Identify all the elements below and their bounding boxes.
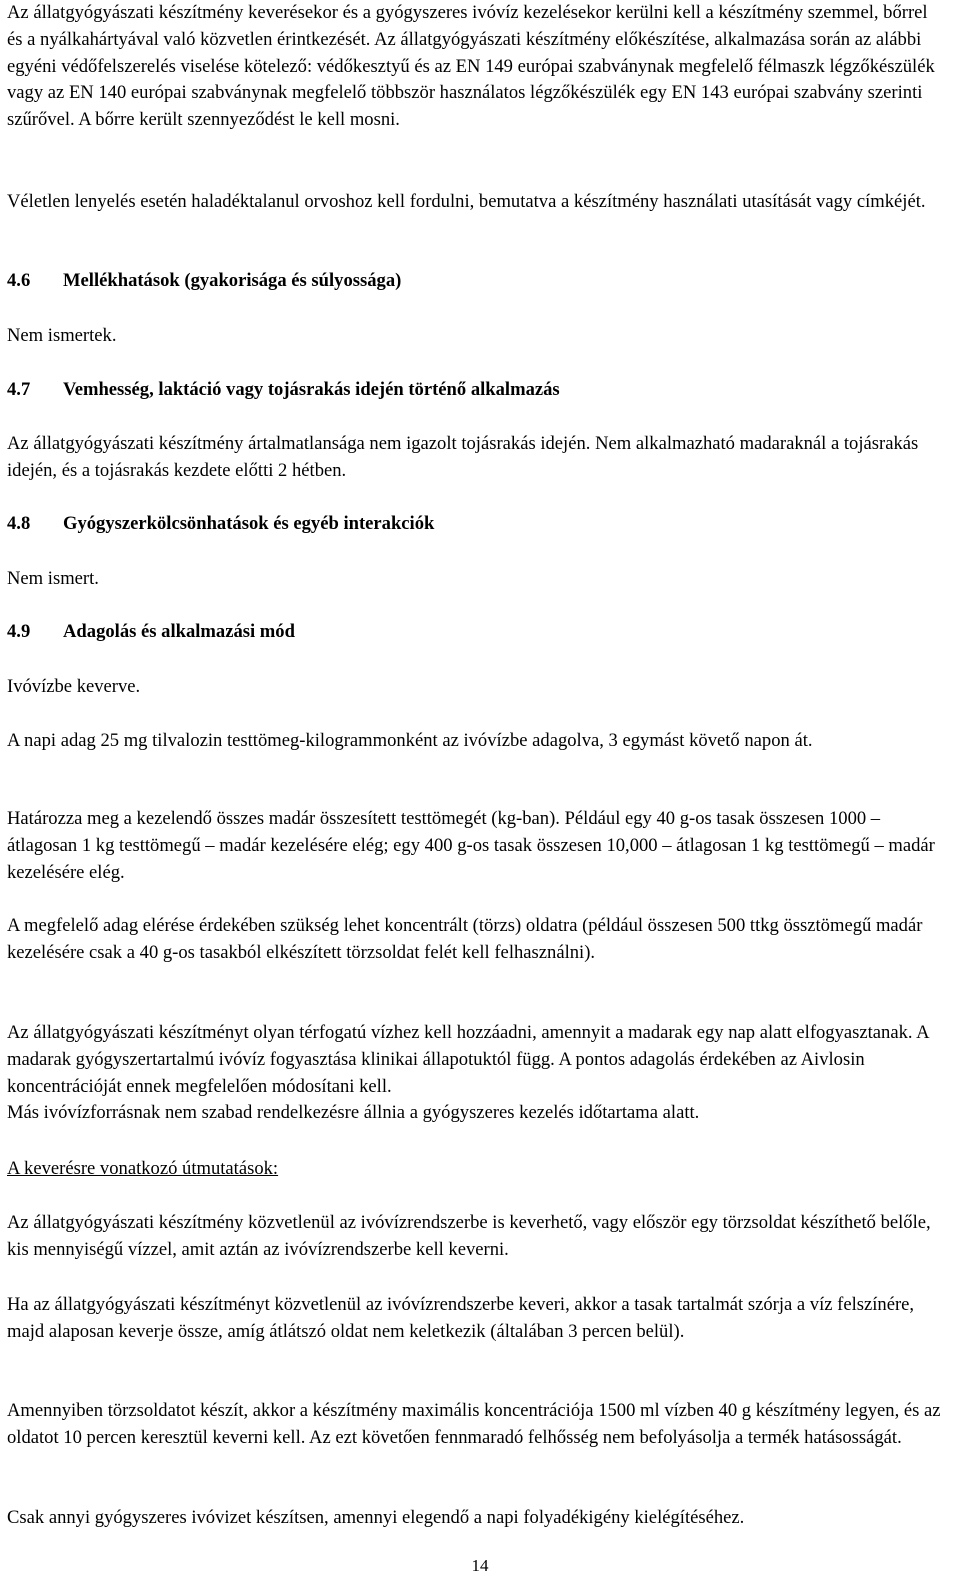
section-number: 4.9 (7, 621, 31, 642)
section-title: Adagolás és alkalmazási mód (63, 621, 295, 642)
paragraph-accidental-ingestion: Véletlen lenyelés esetén haladéktalanul orvoshoz kell fordulni, bemutatva a készítmény használati utasítását vagy címkéjét. (7, 191, 926, 212)
paragraph-interactions: Nem ismert. (7, 568, 99, 589)
page-number: 14 (471, 1556, 489, 1575)
section-heading-4-8 (7, 511, 434, 538)
section-number: 4.6 (7, 270, 31, 291)
paragraph-daily-requirement: Csak annyi gyógyszeres ivóvizet készítsen, amennyi elegendő a napi folyadékigény kielégítéséhez. (7, 1507, 745, 1528)
paragraph-stock-concentration: Amennyiben törzsoldatot készít, akkor a készítmény maximális koncentrációja 1500 ml vízben 40 g készítmény legyen, és az oldatot 10 percen keresztül keverni kell. Az ezt követően fennmaradó felhősség nem befolyásolja a termék hatásosságát. (7, 1400, 941, 1448)
section-title: Gyógyszerkölcsönhatások és egyéb interakciók (63, 513, 435, 534)
paragraph-stock-solution: A megfelelő adag elérése érdekében szükség lehet koncentrált (törzs) oldatra (például összesen 500 ttkg össztömegű madár kezelésére csak a 40 g-os tasakból elkészített törzsoldat felét kell felhasználni). (7, 915, 923, 963)
paragraph-laying-period: Az állatgyógyászati készítmény ártalmatlansága nem igazolt tojásrakás idején. Nem alkalmazható madaraknál a tojásrakás idején, és a tojásrakás kezdete előtti 2 hétben. (7, 433, 919, 481)
paragraph-other-water-sources: Más ivóvízforrásnak nem szabad rendelkezésre állnia a gyógyszeres kezelés időtartama alatt. (7, 1102, 700, 1123)
section-title: Vemhesség, laktáció vagy tojásrakás idején történő alkalmazás (63, 379, 560, 400)
section-number: 4.8 (7, 513, 31, 534)
section-heading-4-9 (7, 619, 295, 646)
paragraph-side-effects: Nem ismertek. (7, 325, 117, 346)
section-title: Mellékhatások (gyakorisága és súlyossága) (63, 270, 402, 291)
section-number: 4.7 (7, 379, 31, 400)
paragraph-bodyweight-calc: Határozza meg a kezelendő összes madár összesített testtömegét (kg-ban). Például egy 40 g-os tasak összesen 1000 – átlagosan 1 kg testtömegű – madár kezelésére elég; egy 400 g-os tasak összesen 10,000 – átlagosan 1 kg testtömegű – madár kezelésére elég. (7, 808, 935, 883)
paragraph-mixing-direct: Az állatgyógyászati készítmény közvetlenül az ivóvízrendszerbe is keverhető, vagy először egy törzsoldat készíthető belőle, kis mennyiségű vízzel, amit aztán az ivóvízrendszerbe kell keverni. (7, 1212, 931, 1260)
paragraph-administration: Ivóvízbe keverve. (7, 676, 141, 697)
paragraph-water-volume: Az állatgyógyászati készítményt olyan térfogatú vízhez kell hozzáadni, amennyit a madarak egy nap alatt elfogyasztanak. A madarak gyógyszertartalmú ivóvíz fogyasztása klinikai állapotuktól függ. A pontos adagolás érdekében az Aivlosin koncentrációját ennek megfelelően módosítani kell. (7, 1022, 929, 1097)
paragraph-handling-precautions: Az állatgyógyászati készítmény keverésekor és a gyógyszeres ivóvíz kezelésekor kerülni kell a készítmény szemmel, bőrrel és a nyálkahártyával való közvetlen érintkezését. Az állatgyógyászati készítmény előkészítése, alkalmazása során az alábbi egyéni védőfelszerelés viselése kötelező: védőkesztyű és az EN 149 európai szabványnak megfelelő félmaszk légzőkészülék vagy az EN 140 európai szabványnak megfelelő többször használatos légzőkészülék egy EN 143 európai szabvány szerinti szűrővel. A bőrre került szennyeződést le kell mosni. (7, 2, 935, 131)
paragraph-mixing-sachet: Ha az állatgyógyászati készítményt közvetlenül az ivóvízrendszerbe keveri, akkor a tasak tartalmát szórja a víz felszínére, majd alaposan keverje össze, amíg átlátszó oldat nem keletkezik (általában 3 percen belül). (7, 1294, 915, 1342)
mixing-instructions-heading: A keverésre vonatkozó útmutatások: (7, 1158, 279, 1179)
section-heading-4-6 (7, 268, 401, 295)
section-heading-4-7 (7, 377, 560, 404)
paragraph-daily-dose: A napi adag 25 mg tilvalozin testtömeg-kilogrammonként az ivóvízbe adagolva, 3 egymást követő napon át. (7, 730, 813, 751)
